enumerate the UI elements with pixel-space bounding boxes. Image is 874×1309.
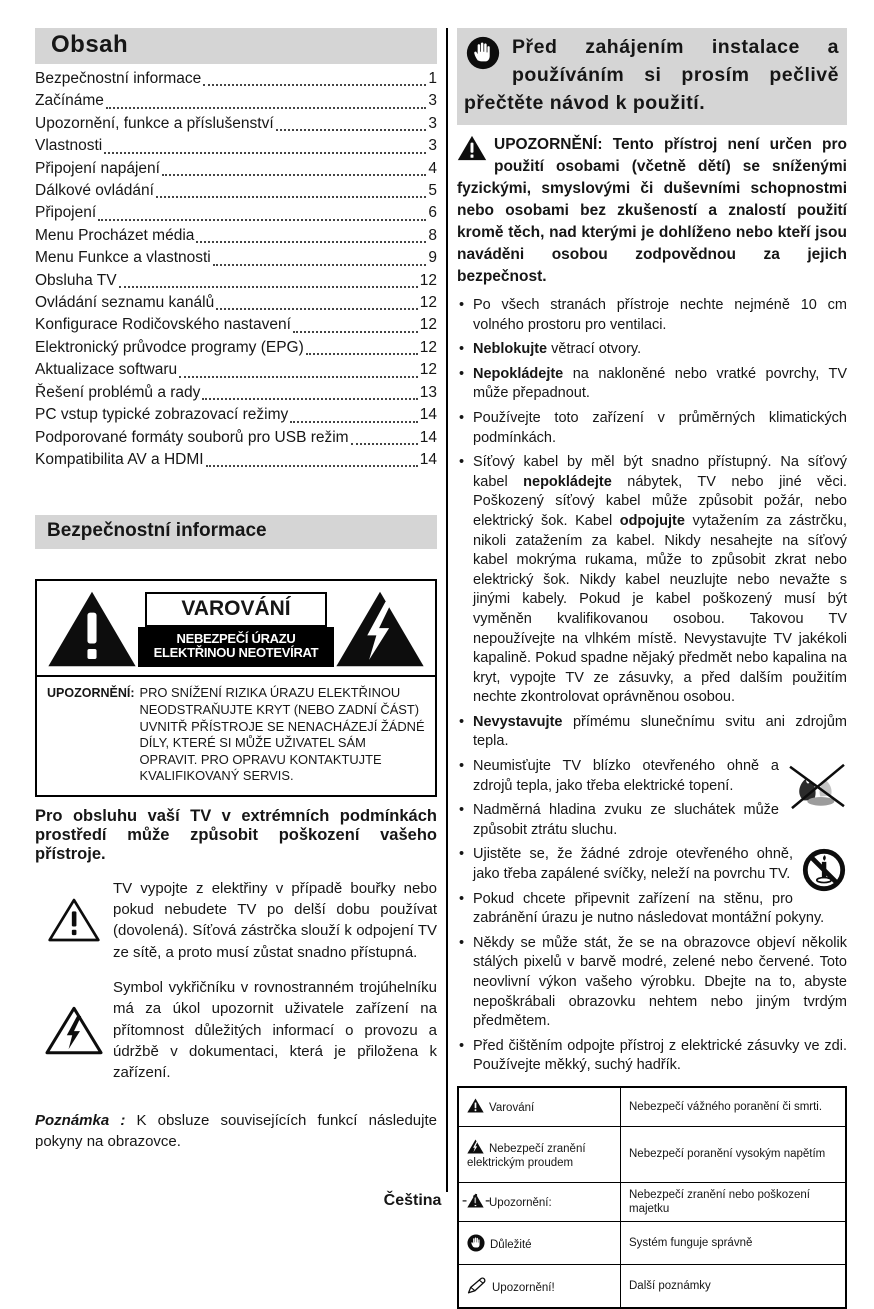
bullet-text: Po všech stranách přístroje nechte nejméně 10 cm volného prostoru pro ventilaci. <box>473 297 847 333</box>
toc-item-page: 12 <box>419 294 437 312</box>
stop-hand-icon <box>467 1234 485 1252</box>
toc-item-label: Podporované formáty souborů pro USB režim <box>35 428 349 446</box>
toc-leader-dots <box>104 152 426 154</box>
toc-item-page: 12 <box>419 271 437 289</box>
toc-item <box>35 427 437 449</box>
right-column <box>457 28 847 1309</box>
bullet-marker: • <box>459 1037 465 1054</box>
bullet-marker: • <box>459 454 465 471</box>
footer-language: Čeština <box>383 1192 442 1209</box>
toc-item <box>35 359 437 381</box>
safety-section-title: Bezpečnostní informace <box>35 515 437 549</box>
bullet-text: Pokud chcete připevnit zařízení na stěnu, pro zabránění úrazu je nutno následovat montážní pokyny. <box>473 890 825 927</box>
table-label-cell <box>459 1222 621 1264</box>
toc-item-label: Kompatibilita AV a HDMI <box>35 450 204 468</box>
bullet-text: Nadměrná hladina zvuku ze sluchátek může způsobit ztrátu sluchu. <box>473 802 779 838</box>
table-desc-cell <box>621 1088 845 1126</box>
toc-item-page: 14 <box>419 428 437 446</box>
table-row <box>459 1088 845 1126</box>
left-column <box>35 28 437 1152</box>
toc-item-label: Připojení <box>35 204 97 222</box>
toc-item-page: 3 <box>428 137 437 155</box>
toc-item <box>35 337 437 359</box>
note-paragraph <box>35 1110 437 1152</box>
toc-item-page: 4 <box>428 159 437 177</box>
toc-item <box>35 68 437 90</box>
toc-item <box>35 314 437 336</box>
toc-leader-dots <box>306 353 418 355</box>
column-divider <box>446 28 448 1192</box>
bullet-marker: • <box>459 802 465 819</box>
table-label-text: Nebezpečí zranění elektrickým proudem <box>467 1142 586 1169</box>
caution-label: UPOZORNĚNÍ: <box>47 686 135 701</box>
toc-item-page: 14 <box>419 406 437 424</box>
danger-line-1: NEBEZPEČÍ ÚRAZU <box>176 630 296 646</box>
bullet-marker: • <box>459 297 465 313</box>
list-item <box>457 934 847 1032</box>
bullet-text: Síťový kabel by měl být snadno přístupný. Na síťový kabel nepokládejte nábytek, TV nebo jiné věci. Poškozený síťový kabel může způsobit požár, nebo elektrický šok. Kabel odpojujte vytažením za zástrčku, nikoli zatažením za kabel. Nikdy nesahejte na síťový kabel mokrýma rukama, může to způsobit zkrat nebo elektrický šok. Nikdy kabel neuzlujte nebo nevažte s jinými kabely. Pokud je kabel poškozený musí být vyměněn kvalifikovanou osobou. Takovou TV nepoužívejte na vlhkém místě. Nevystavujte TV jakékoli kapalině. Pokud spadne nějaký předmět nebo kapalina na kryt, vypojte TV ze zásuvky, a před dalším použitím nechte zkontrolovat oprávněnou osobou. <box>473 454 847 706</box>
danger-line-2: ELEKTŘINOU NEOTEVÍRAT <box>153 645 319 661</box>
list-item <box>457 365 847 404</box>
toc-item <box>35 135 437 157</box>
bullet-text: Nevystavujte přímému slunečnímu svitu ani zdrojům tepla. <box>473 713 847 750</box>
toc-item-label: Bezpečnostní informace <box>35 70 202 87</box>
toc-item <box>35 158 437 180</box>
table-desc-cell <box>621 1127 845 1182</box>
toc-item-page: 12 <box>419 338 437 356</box>
toc-leader-dots <box>162 174 426 176</box>
varovani-label-box <box>138 592 334 667</box>
toc-leader-dots <box>216 308 418 310</box>
symbol-paragraph-text: Symbol vykřičníku v rovnostranném trojúhelníku má za úkol upozornit uživatele zařízení na přítomnost důležitých informací o provozu a údržbě v dokumentaci, která je přiložena k zařízení. <box>113 979 437 1082</box>
supervision-warning-para <box>457 134 847 288</box>
bullet-text: Před čištěním odpojte přístroj z elektrické zásuvky ve zdi. Používejte měkký, suchý hadřík. <box>473 1037 847 1074</box>
bullet-text: Používejte toto zařízení v průměrných klimatických podmínkách. <box>473 409 847 446</box>
toc-item-label: Aktualizace softwaru <box>35 361 178 379</box>
warning-box-caution <box>37 675 435 795</box>
toc-item-label: Ovládání seznamu kanálů <box>35 294 215 312</box>
note-label: Poznámka : <box>35 1111 126 1129</box>
list-item <box>457 296 847 335</box>
table-row <box>459 1126 845 1182</box>
list-item <box>457 453 847 708</box>
toc-item-label: Menu Procházet média <box>35 226 195 244</box>
toc-item-label: Řešení problémů a rady <box>35 383 201 401</box>
toc-leader-dots <box>202 398 417 400</box>
toc-leader-dots <box>203 84 426 86</box>
list-item <box>457 845 847 884</box>
pencil-icon <box>467 1277 487 1294</box>
warning-triangle-icon <box>46 589 138 669</box>
toc-leader-dots <box>293 331 418 333</box>
toc-item-label: Dálkové ovládání <box>35 182 154 200</box>
toc-item-page: 14 <box>419 450 437 468</box>
table-desc-cell <box>621 1222 845 1264</box>
table-label-cell <box>459 1127 621 1182</box>
toc-item-page: 9 <box>428 249 437 267</box>
toc-item-page: 8 <box>428 226 437 244</box>
toc-item-label: Začínáme <box>35 92 104 110</box>
table-desc-text: Další poznámky <box>629 1279 711 1292</box>
list-item <box>457 713 847 752</box>
no-candle-icon <box>801 847 847 893</box>
bullet-marker: • <box>459 341 465 358</box>
table-label-text: Varování <box>489 1102 535 1115</box>
toc-item-label: Vlastnosti <box>35 137 103 155</box>
bullet-text: Ujistěte se, že žádné zdroje otevřeného ohně, jako třeba zapálené svíčky, neleží na povrchu TV. <box>473 846 793 883</box>
toc-leader-dots <box>213 264 427 266</box>
storm-paragraph <box>35 878 437 963</box>
toc-item-page: 3 <box>428 114 437 132</box>
list-item <box>457 890 847 929</box>
toc-item <box>35 292 437 314</box>
list-item <box>457 801 847 840</box>
list-item <box>457 409 847 448</box>
toc-leader-dots <box>119 286 418 288</box>
storm-paragraph-text: TV vypojte z elektřiny v případě bouřky nebo pokud nebudete TV po delší dobu používat (dovolená). Síťová zástrčka slouží k odpojení TV ze sítě, a proto musí zůstat snadno přístupná. <box>113 879 437 961</box>
electric-shock-triangle-icon <box>334 589 426 669</box>
toc-item <box>35 270 437 292</box>
read-manual-header <box>457 28 847 125</box>
lightning-triangle-outline-icon <box>35 1004 113 1057</box>
electric-shock-triangle-icon <box>467 1139 484 1154</box>
toc-title: Obsah <box>35 28 437 64</box>
table-row <box>459 1264 845 1307</box>
toc-leader-dots <box>290 421 417 423</box>
extreme-conditions-para: Pro obsluhu vaší TV v extrémních podmínkách prostředí může způsobit poškození vašeho přístroje. <box>35 806 437 863</box>
toc-item <box>35 449 437 471</box>
bullet-text: Někdy se může stát, že se na obrazovce objeví několik stálých pixelů v barvě modré, zelené nebo červené. Toto neovlivní výkon vašeho výrobku. Dbejte na to, abyste nepoškrábali obrazovku nehtem nebo jiným tvrdým předmětem. <box>473 934 847 1030</box>
list-item <box>457 340 847 360</box>
toc-item-label: Upozornění, funkce a příslušenství <box>35 114 274 132</box>
page-footer <box>0 1192 874 1210</box>
danger-label <box>138 627 334 667</box>
toc-item-label: Obsluha TV <box>35 271 117 289</box>
toc-item-page: 6 <box>428 204 437 222</box>
toc-item-page: 12 <box>419 316 437 334</box>
bullet-marker: • <box>459 365 465 382</box>
warning-box-graphics <box>37 581 435 675</box>
toc-item <box>35 202 437 224</box>
toc-item-label: Připojení napájení <box>35 159 160 177</box>
toc-item-page: 5 <box>428 182 437 200</box>
toc-item-label: Elektronický průvodce programy (EPG) <box>35 338 304 356</box>
toc-leader-dots <box>351 443 418 445</box>
table-desc-text: Nebezpečí vážného poranění či smrti. <box>629 1100 823 1113</box>
toc-leader-dots <box>179 376 418 378</box>
table-desc-text: Systém funguje správně <box>629 1236 753 1249</box>
toc-item-label: PC vstup typické zobrazovací režimy <box>35 406 289 424</box>
toc-item <box>35 382 437 404</box>
toc-item <box>35 113 437 135</box>
supervision-warning-text: UPOZORNĚNÍ: Tento přístroj není určen pro použití osobami (včetně dětí) se sníženými fyzickými, smyslovými či duševními schopnostmi nebo osobami bez zkušeností a znalostí použití kromě těch, nad kterými je dohlíženo nebo kteří jsou naváděni osobou zodpovědnou za jejich bezpečnost. <box>457 136 847 285</box>
table-label-text: Upozornění! <box>492 1281 555 1294</box>
toc-item-label: Konfigurace Rodičovského nastavení <box>35 316 291 334</box>
safety-bullet-list <box>457 296 847 1076</box>
bullet-marker: • <box>459 846 465 863</box>
note-text: K obsluze souvisejících funkcí následujte pokyny na obrazovce. <box>35 1111 437 1150</box>
toc-item <box>35 180 437 202</box>
footer-page-number: - 1 - <box>461 1192 491 1209</box>
toc-leader-dots <box>196 241 426 243</box>
toc-item-page: 13 <box>419 383 437 401</box>
table-desc-cell <box>621 1265 845 1307</box>
toc-item <box>35 404 437 426</box>
toc-item-page: 1 <box>428 70 437 87</box>
toc-leader-dots <box>98 219 426 221</box>
list-item <box>457 1037 847 1076</box>
table-of-contents <box>35 68 437 471</box>
read-manual-header-text: Před zahájením instalace a používáním si prosím pečlivě přečtěte návod k použití. <box>464 36 839 114</box>
toc-item <box>35 90 437 112</box>
caution-text: PRO SNÍŽENÍ RIZIKA ÚRAZU ELEKTŘINOU NEODSTRAŇUJTE KRYT (NEBO ZADNÍ ČÁST) UVNITŘ PŘÍSTROJE SE NENACHÁZEJÍ ŽÁDNÉ DÍLY, KTERÉ SI MŮŽE UŽIVATEL SÁM OPRAVIT. PRO OPRAVU KONTAKTUJTE KVALIFIKOVANÝ SERVIS. <box>139 685 425 784</box>
toc-item-page: 3 <box>428 92 437 110</box>
stop-hand-icon <box>466 36 500 70</box>
table-row <box>459 1221 845 1264</box>
symbol-paragraph <box>35 977 437 1083</box>
varovani-title: VAROVÁNÍ <box>145 592 327 627</box>
bullet-text: Neblokujte větrací otvory. <box>473 341 642 358</box>
toc-item <box>35 247 437 269</box>
bullet-marker: • <box>459 409 465 426</box>
toc-item-page: 12 <box>419 361 437 379</box>
table-label-text: Upozornění: <box>489 1197 552 1210</box>
table-desc-text: Nebezpečí poranění vysokým napětím <box>629 1148 826 1161</box>
table-desc-text: Nebezpečí zranění nebo poškození majetku <box>629 1188 810 1215</box>
exclamation-triangle-outline-icon <box>35 896 113 944</box>
toc-leader-dots <box>156 196 426 198</box>
list-item <box>457 757 847 796</box>
toc-leader-dots <box>106 107 426 109</box>
table-label-cell <box>459 1088 621 1126</box>
toc-item <box>35 225 437 247</box>
toc-leader-dots <box>206 465 418 467</box>
toc-leader-dots <box>276 129 427 131</box>
bullet-marker: • <box>459 758 465 775</box>
warning-triangle-icon <box>467 1098 484 1113</box>
bullet-marker: • <box>459 890 465 907</box>
warning-triangle-icon <box>457 135 487 161</box>
bullet-text: Nepokládejte na nakloněné nebo vratké povrchy, TV může přepadnout. <box>473 365 847 402</box>
bullet-marker: • <box>459 934 465 951</box>
bullet-text: Neumisťujte TV blízko otevřeného ohně a zdrojů tepla, jako třeba elektrické topení. <box>473 758 779 794</box>
table-label-cell <box>459 1265 621 1307</box>
table-label-text: Důležité <box>490 1238 532 1251</box>
toc-item-label: Menu Funkce a vlastnosti <box>35 249 211 267</box>
bullet-marker: • <box>459 713 465 730</box>
warning-box <box>35 579 437 797</box>
